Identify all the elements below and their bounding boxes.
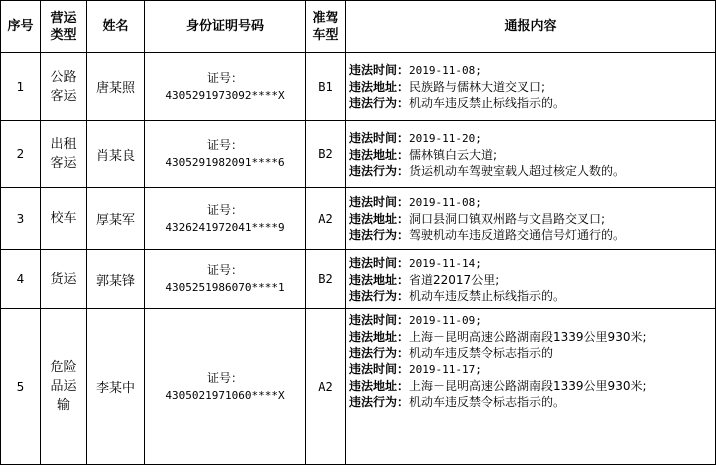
id-number: 4305021971060****X: [165, 388, 285, 402]
id-cell: [145, 53, 306, 121]
label-time: 违法时间：: [349, 130, 410, 145]
label-place: 违法地址：: [349, 212, 410, 226]
table-row: [1, 121, 716, 188]
type-cell: 校车: [41, 188, 87, 250]
detail-cell: [346, 53, 716, 121]
label-time: 违法时间：: [349, 195, 410, 209]
name-cell: 厚某军: [87, 188, 145, 250]
id-cell: [145, 309, 306, 465]
type-cell: 危险品运输: [41, 309, 87, 465]
id-prefix: 证号：: [206, 370, 243, 385]
seq-cell: 5: [1, 309, 41, 465]
seq-cell: 3: [1, 188, 41, 250]
violation-act: 机动车违反禁止标线指示的。: [409, 288, 566, 303]
header-license: 准驾车型: [306, 1, 346, 53]
name-cell: 肖某良: [87, 121, 145, 188]
id-prefix: 证号：: [206, 202, 243, 217]
detail-cell: [346, 309, 716, 465]
table-row: [1, 309, 716, 465]
violation-act: 机动车违反禁令标志指示的: [409, 346, 554, 360]
violation-time: 2019-11-08;: [409, 64, 482, 77]
license-cell: B2: [306, 121, 346, 188]
header-name: 姓名: [87, 1, 145, 53]
label-act: 违法行为：: [349, 163, 410, 178]
label-act: 违法行为：: [349, 346, 410, 360]
header-seq: 序号: [1, 1, 41, 53]
id-prefix: 证号：: [206, 263, 243, 277]
label-act: 违法行为：: [349, 228, 410, 242]
label-place: 违法地址：: [349, 147, 410, 162]
name-cell: 唐某照: [87, 53, 145, 121]
id-number: 4326241972041****9: [165, 220, 285, 234]
header-row: [1, 1, 716, 53]
violation-place: 民族路与儒林大道交叉口;: [409, 80, 546, 94]
license-cell: B2: [306, 250, 346, 309]
type-cell: 出租客运: [41, 121, 87, 188]
label-time: 违法时间：: [349, 313, 410, 327]
violation-act: 机动车违反禁止标线指示的。: [409, 96, 566, 110]
label-place: 违法地址：: [349, 330, 410, 344]
label-time: 违法时间：: [349, 362, 410, 376]
violation-time: 2019-11-17;: [409, 363, 482, 376]
name-cell: 李某中: [87, 309, 145, 465]
table-row: [1, 188, 716, 250]
violation-place: 儒林镇白云大道;: [409, 147, 498, 162]
seq-cell: 1: [1, 53, 41, 121]
violation-act: 机动车违反禁令标志指示的。: [409, 395, 566, 409]
header-id: 身份证明号码: [145, 1, 306, 53]
violation-time: 2019-11-08;: [409, 196, 482, 209]
id-prefix: 证号：: [206, 70, 243, 85]
label-place: 违法地址：: [349, 379, 410, 393]
id-cell: [145, 250, 306, 309]
name-cell: 郭某锋: [87, 250, 145, 309]
header-detail: 通报内容: [346, 1, 716, 53]
license-cell: A2: [306, 188, 346, 250]
violation-act: 驾驶机动车违反道路交通信号灯通行的。: [409, 228, 626, 242]
id-cell: [145, 121, 306, 188]
label-place: 违法地址：: [349, 272, 410, 287]
label-place: 违法地址：: [349, 80, 410, 94]
table-row: [1, 250, 716, 309]
detail-cell: [346, 250, 716, 309]
label-act: 违法行为：: [349, 96, 410, 110]
type-cell: 公路客运: [41, 53, 87, 121]
id-number: 4305291973092****X: [165, 88, 285, 102]
id-number: 4305291982091****6: [165, 156, 285, 169]
violation-place: 省道22017公里;: [409, 272, 500, 287]
label-time: 违法时间：: [349, 255, 410, 270]
violation-act: 货运机动车驾驶室载人超过核定人数的。: [409, 163, 626, 178]
label-act: 违法行为：: [349, 288, 410, 303]
violation-time: 2019-11-09;: [409, 314, 482, 327]
license-cell: A2: [306, 309, 346, 465]
id-prefix: 证号：: [206, 138, 243, 152]
detail-cell: [346, 188, 716, 250]
label-act: 违法行为：: [349, 395, 410, 409]
violation-time: 2019-11-20;: [409, 131, 482, 145]
seq-cell: 2: [1, 121, 41, 188]
violation-place: 洞口县洞口镇双州路与文昌路交叉口;: [409, 212, 606, 226]
table-row: [1, 53, 716, 121]
header-type: 营运类型: [41, 1, 87, 53]
id-cell: [145, 188, 306, 250]
violation-place: 上海－昆明高速公路湖南段1339公里930米;: [409, 379, 647, 393]
id-number: 4305251986070****1: [165, 281, 285, 294]
violation-place: 上海－昆明高速公路湖南段1339公里930米;: [409, 330, 647, 344]
violation-time: 2019-11-14;: [409, 256, 482, 270]
detail-cell: [346, 121, 716, 188]
license-cell: B1: [306, 53, 346, 121]
seq-cell: 4: [1, 250, 41, 309]
type-cell: 货运: [41, 250, 87, 309]
label-time: 违法时间：: [349, 63, 410, 77]
